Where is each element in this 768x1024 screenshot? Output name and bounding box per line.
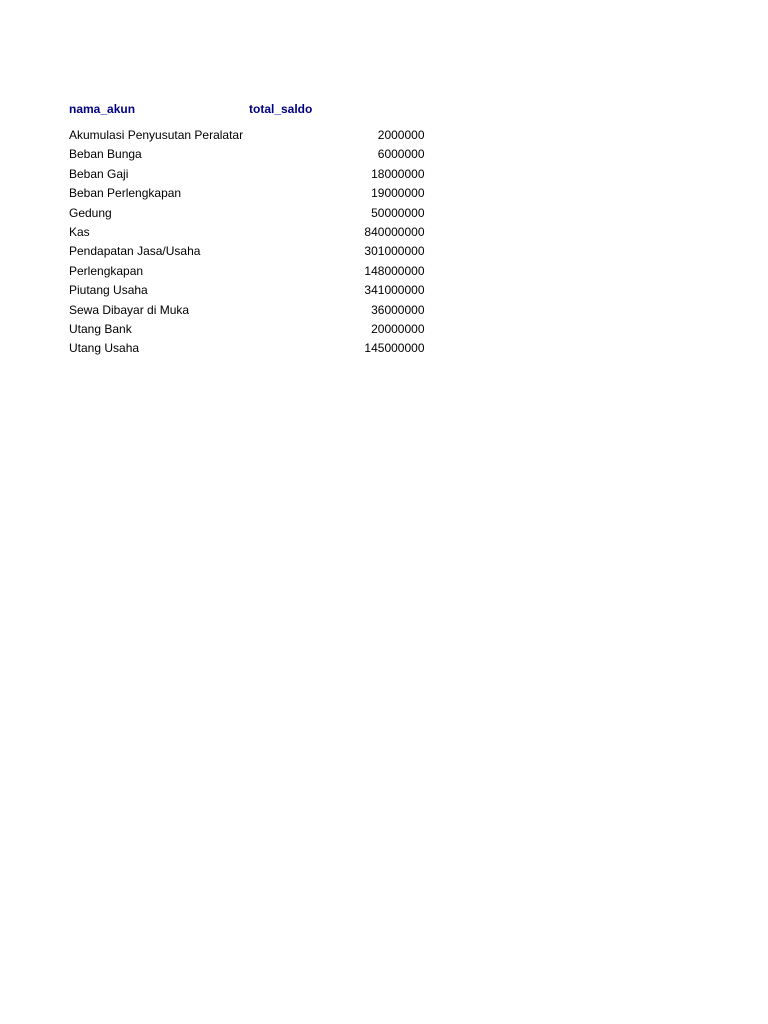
account-balance: 341000000 <box>364 283 425 298</box>
table-row <box>69 185 429 204</box>
account-name: Pendapatan Jasa/Usaha <box>69 244 201 259</box>
account-name: Kas <box>69 224 90 239</box>
account-balance: 148000000 <box>364 263 425 278</box>
table-row <box>69 127 429 146</box>
account-name: Beban Perlengkapan <box>69 186 182 201</box>
account-balance: 301000000 <box>364 244 425 259</box>
account-balance: 18000000 <box>371 166 425 181</box>
account-name: Utang Usaha <box>69 341 140 356</box>
account-name: Perlengkapan <box>69 263 144 278</box>
account-balance: 36000000 <box>371 302 425 317</box>
table-row <box>69 302 429 321</box>
account-balance-table <box>69 101 429 360</box>
table-header <box>69 101 429 117</box>
account-balance: 19000000 <box>371 186 425 201</box>
table-body <box>69 127 429 360</box>
account-balance: 145000000 <box>364 341 425 356</box>
table-row <box>69 224 429 243</box>
table-row <box>69 340 429 359</box>
account-name: Gedung <box>69 205 112 220</box>
column-header-total-saldo: total_saldo <box>249 102 313 116</box>
table-row <box>69 205 429 224</box>
account-balance: 6000000 <box>377 147 425 162</box>
account-balance: 840000000 <box>364 224 425 239</box>
table-row <box>69 263 429 282</box>
account-name: Sewa Dibayar di Muka <box>69 302 190 317</box>
account-balance: 2000000 <box>377 128 425 142</box>
table-row <box>69 321 429 340</box>
table-row <box>69 282 429 301</box>
table-row <box>69 166 429 185</box>
account-balance: 50000000 <box>371 205 425 220</box>
account-name: Beban Gaji <box>69 166 129 181</box>
column-header-nama-akun: nama_akun <box>69 102 136 116</box>
table-row <box>69 243 429 262</box>
account-name: Beban Bunga <box>69 147 142 162</box>
account-balance: 20000000 <box>371 321 425 336</box>
account-name: Utang Bank <box>69 321 132 336</box>
account-name: Piutang Usaha <box>69 283 148 298</box>
account-name: Akumulasi Penyusutan Peralatar <box>69 128 244 142</box>
table-row <box>69 146 429 165</box>
